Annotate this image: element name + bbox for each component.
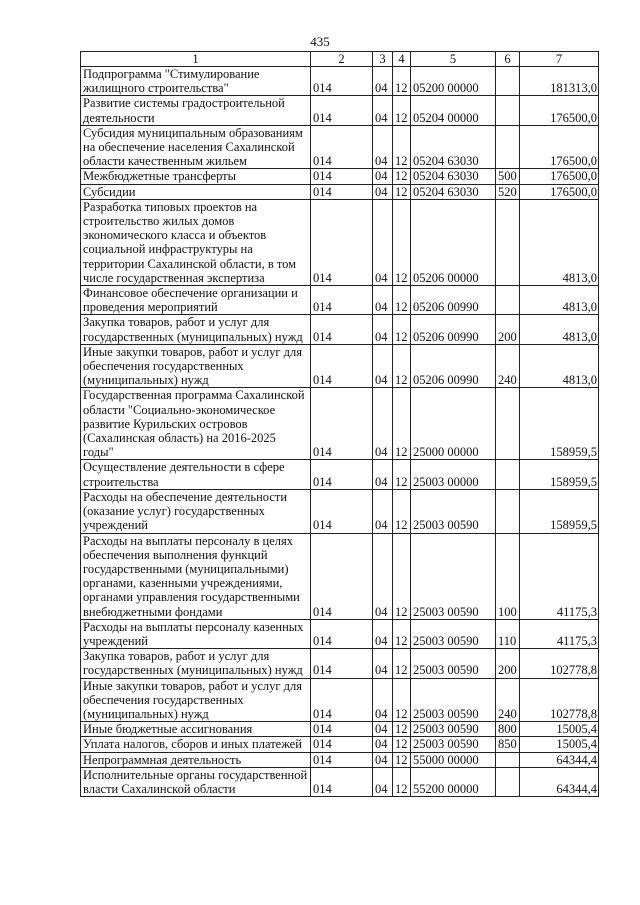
admin-code-cell: 014 (311, 460, 373, 489)
subsection-code-cell: 12 (393, 619, 411, 648)
section-code-cell: 04 (373, 767, 393, 796)
amount-cell: 176500,0 (520, 169, 599, 184)
section-code-cell: 04 (373, 737, 393, 752)
row-name-cell: Иные закупки товаров, работ и услуг для обеспечения государственных (муниципальных) нужд (81, 678, 311, 722)
table-row (81, 737, 599, 752)
target-article-cell: 05204 63030 (411, 184, 496, 199)
admin-code-cell: 014 (311, 619, 373, 648)
amount-cell: 176500,0 (520, 184, 599, 199)
admin-code-cell: 014 (311, 737, 373, 752)
row-name-cell: Закупка товаров, работ и услуг для государственных (муниципальных) нужд (81, 315, 311, 344)
expense-type-cell: 110 (496, 619, 520, 648)
amount-cell: 4813,0 (520, 315, 599, 344)
admin-code-cell: 014 (311, 649, 373, 678)
row-name-cell: Расходы на выплаты персоналу казенных учреждений (81, 619, 311, 648)
target-article-cell: 05204 00000 (411, 96, 496, 125)
subsection-code-cell: 12 (393, 199, 411, 285)
subsection-code-cell: 12 (393, 460, 411, 489)
amount-cell: 4813,0 (520, 286, 599, 315)
section-code-cell: 04 (373, 199, 393, 285)
section-code-cell: 04 (373, 460, 393, 489)
section-code-cell: 04 (373, 67, 393, 96)
table-row (81, 722, 599, 737)
section-code-cell: 04 (373, 286, 393, 315)
subsection-code-cell: 12 (393, 649, 411, 678)
subsection-code-cell: 12 (393, 344, 411, 388)
row-name-cell: Расходы на обеспечение деятельности (оказание услуг) государственных учреждений (81, 489, 311, 533)
subsection-code-cell: 12 (393, 67, 411, 96)
admin-code-cell: 014 (311, 315, 373, 344)
table-row (81, 286, 599, 315)
table-row (81, 184, 599, 199)
row-name-cell: Осуществление деятельности в сфере строительства (81, 460, 311, 489)
target-article-cell: 25003 00590 (411, 722, 496, 737)
target-article-cell: 25003 00590 (411, 489, 496, 533)
row-name-cell: Развитие системы градостроительной деятельности (81, 96, 311, 125)
amount-cell: 15005,4 (520, 737, 599, 752)
table-header (81, 52, 599, 67)
table-row (81, 125, 599, 169)
target-article-cell: 25003 00590 (411, 533, 496, 619)
admin-code-cell: 014 (311, 96, 373, 125)
section-code-cell: 04 (373, 678, 393, 722)
section-code-cell: 04 (373, 722, 393, 737)
amount-cell: 41175,3 (520, 533, 599, 619)
table-row (81, 649, 599, 678)
admin-code-cell: 014 (311, 286, 373, 315)
admin-code-cell: 014 (311, 67, 373, 96)
target-article-cell: 25003 00590 (411, 649, 496, 678)
subsection-code-cell: 12 (393, 125, 411, 169)
amount-cell: 176500,0 (520, 96, 599, 125)
amount-cell: 158959,5 (520, 460, 599, 489)
header-col-4: 4 (393, 52, 411, 67)
amount-cell: 64344,4 (520, 752, 599, 767)
admin-code-cell: 014 (311, 489, 373, 533)
table-row (81, 96, 599, 125)
admin-code-cell: 014 (311, 388, 373, 460)
expense-type-cell (496, 388, 520, 460)
subsection-code-cell: 12 (393, 533, 411, 619)
expense-type-cell: 500 (496, 169, 520, 184)
subsection-code-cell: 12 (393, 722, 411, 737)
table-row (81, 344, 599, 388)
section-code-cell: 04 (373, 344, 393, 388)
target-article-cell: 05204 63030 (411, 169, 496, 184)
expense-type-cell: 240 (496, 678, 520, 722)
expense-type-cell: 850 (496, 737, 520, 752)
subsection-code-cell: 12 (393, 315, 411, 344)
target-article-cell: 05206 00990 (411, 344, 496, 388)
admin-code-cell: 014 (311, 533, 373, 619)
amount-cell: 102778,8 (520, 649, 599, 678)
table-row (81, 767, 599, 796)
expense-type-cell (496, 767, 520, 796)
table-body (81, 67, 599, 797)
section-code-cell: 04 (373, 96, 393, 125)
row-name-cell: Субсидии (81, 184, 311, 199)
table-row (81, 315, 599, 344)
amount-cell: 15005,4 (520, 722, 599, 737)
row-name-cell: Государственная программа Сахалинской области "Социально-экономическое развитие Курильских островов (Сахалинская область) на 2016-2025 годы" (81, 388, 311, 460)
expense-type-cell (496, 199, 520, 285)
section-code-cell: 04 (373, 184, 393, 199)
subsection-code-cell: 12 (393, 752, 411, 767)
table-row (81, 169, 599, 184)
target-article-cell: 25000 00000 (411, 388, 496, 460)
row-name-cell: Уплата налогов, сборов и иных платежей (81, 737, 311, 752)
table-row (81, 460, 599, 489)
admin-code-cell: 014 (311, 169, 373, 184)
row-name-cell: Иные закупки товаров, работ и услуг для обеспечения государственных (муниципальных) нужд (81, 344, 311, 388)
table-row (81, 388, 599, 460)
admin-code-cell: 014 (311, 767, 373, 796)
expense-type-cell (496, 67, 520, 96)
amount-cell: 102778,8 (520, 678, 599, 722)
amount-cell: 41175,3 (520, 619, 599, 648)
header-row (81, 52, 599, 67)
expense-type-cell (496, 489, 520, 533)
subsection-code-cell: 12 (393, 96, 411, 125)
section-code-cell: 04 (373, 388, 393, 460)
expense-type-cell (496, 96, 520, 125)
amount-cell: 181313,0 (520, 67, 599, 96)
table-row (81, 619, 599, 648)
section-code-cell: 04 (373, 489, 393, 533)
expense-type-cell (496, 460, 520, 489)
subsection-code-cell: 12 (393, 286, 411, 315)
row-name-cell: Субсидия муниципальным образованиям на обеспечение населения Сахалинской области качественным жильем (81, 125, 311, 169)
section-code-cell: 04 (373, 752, 393, 767)
expense-type-cell: 200 (496, 315, 520, 344)
budget-table (80, 51, 599, 797)
row-name-cell: Иные бюджетные ассигнования (81, 722, 311, 737)
table-row (81, 533, 599, 619)
admin-code-cell: 014 (311, 722, 373, 737)
target-article-cell: 25003 00590 (411, 737, 496, 752)
row-name-cell: Непрограммная деятельность (81, 752, 311, 767)
target-article-cell: 05200 00000 (411, 67, 496, 96)
table-row (81, 199, 599, 285)
target-article-cell: 25003 00000 (411, 460, 496, 489)
admin-code-cell: 014 (311, 184, 373, 199)
subsection-code-cell: 12 (393, 737, 411, 752)
header-col-6: 6 (496, 52, 520, 67)
admin-code-cell: 014 (311, 752, 373, 767)
subsection-code-cell: 12 (393, 489, 411, 533)
subsection-code-cell: 12 (393, 388, 411, 460)
target-article-cell: 25003 00590 (411, 678, 496, 722)
target-article-cell: 25003 00590 (411, 619, 496, 648)
amount-cell: 158959,5 (520, 388, 599, 460)
table-row (81, 752, 599, 767)
target-article-cell: 05206 00000 (411, 199, 496, 285)
subsection-code-cell: 12 (393, 678, 411, 722)
amount-cell: 4813,0 (520, 344, 599, 388)
expense-type-cell (496, 286, 520, 315)
section-code-cell: 04 (373, 649, 393, 678)
expense-type-cell: 240 (496, 344, 520, 388)
row-name-cell: Разработка типовых проектов на строительство жилых домов экономического класса и объектов социальной инфраструктуры на территории Сахалинской области, в том числе государственная экспертиза (81, 199, 311, 285)
row-name-cell: Межбюджетные трансферты (81, 169, 311, 184)
header-col-2: 2 (311, 52, 373, 67)
target-article-cell: 55000 00000 (411, 752, 496, 767)
expense-type-cell (496, 752, 520, 767)
subsection-code-cell: 12 (393, 184, 411, 199)
admin-code-cell: 014 (311, 344, 373, 388)
expense-type-cell: 520 (496, 184, 520, 199)
amount-cell: 64344,4 (520, 767, 599, 796)
section-code-cell: 04 (373, 315, 393, 344)
header-col-5: 5 (411, 52, 496, 67)
table-row (81, 678, 599, 722)
admin-code-cell: 014 (311, 125, 373, 169)
admin-code-cell: 014 (311, 678, 373, 722)
target-article-cell: 55200 00000 (411, 767, 496, 796)
row-name-cell: Подпрограмма "Стимулирование жилищного строительства" (81, 67, 311, 96)
admin-code-cell: 014 (311, 199, 373, 285)
row-name-cell: Закупка товаров, работ и услуг для государственных (муниципальных) нужд (81, 649, 311, 678)
target-article-cell: 05204 63030 (411, 125, 496, 169)
amount-cell: 158959,5 (520, 489, 599, 533)
row-name-cell: Расходы на выплаты персоналу в целях обеспечения выполнения функций государственными (муниципальными) органами, казенными учреждениями, органами управления государственными внебюджетными фондами (81, 533, 311, 619)
row-name-cell: Финансовое обеспечение организации и проведения мероприятий (81, 286, 311, 315)
table-row (81, 67, 599, 96)
target-article-cell: 05206 00990 (411, 315, 496, 344)
expense-type-cell (496, 125, 520, 169)
amount-cell: 176500,0 (520, 125, 599, 169)
section-code-cell: 04 (373, 169, 393, 184)
section-code-cell: 04 (373, 125, 393, 169)
expense-type-cell: 800 (496, 722, 520, 737)
header-col-7: 7 (520, 52, 599, 67)
section-code-cell: 04 (373, 533, 393, 619)
expense-type-cell: 100 (496, 533, 520, 619)
subsection-code-cell: 12 (393, 169, 411, 184)
page-number: 435 (310, 34, 330, 49)
table-row (81, 489, 599, 533)
header-col-3: 3 (373, 52, 393, 67)
subsection-code-cell: 12 (393, 767, 411, 796)
target-article-cell: 05206 00990 (411, 286, 496, 315)
section-code-cell: 04 (373, 619, 393, 648)
amount-cell: 4813,0 (520, 199, 599, 285)
row-name-cell: Исполнительные органы государственной власти Сахалинской области (81, 767, 311, 796)
expense-type-cell: 200 (496, 649, 520, 678)
header-col-1: 1 (81, 52, 311, 67)
